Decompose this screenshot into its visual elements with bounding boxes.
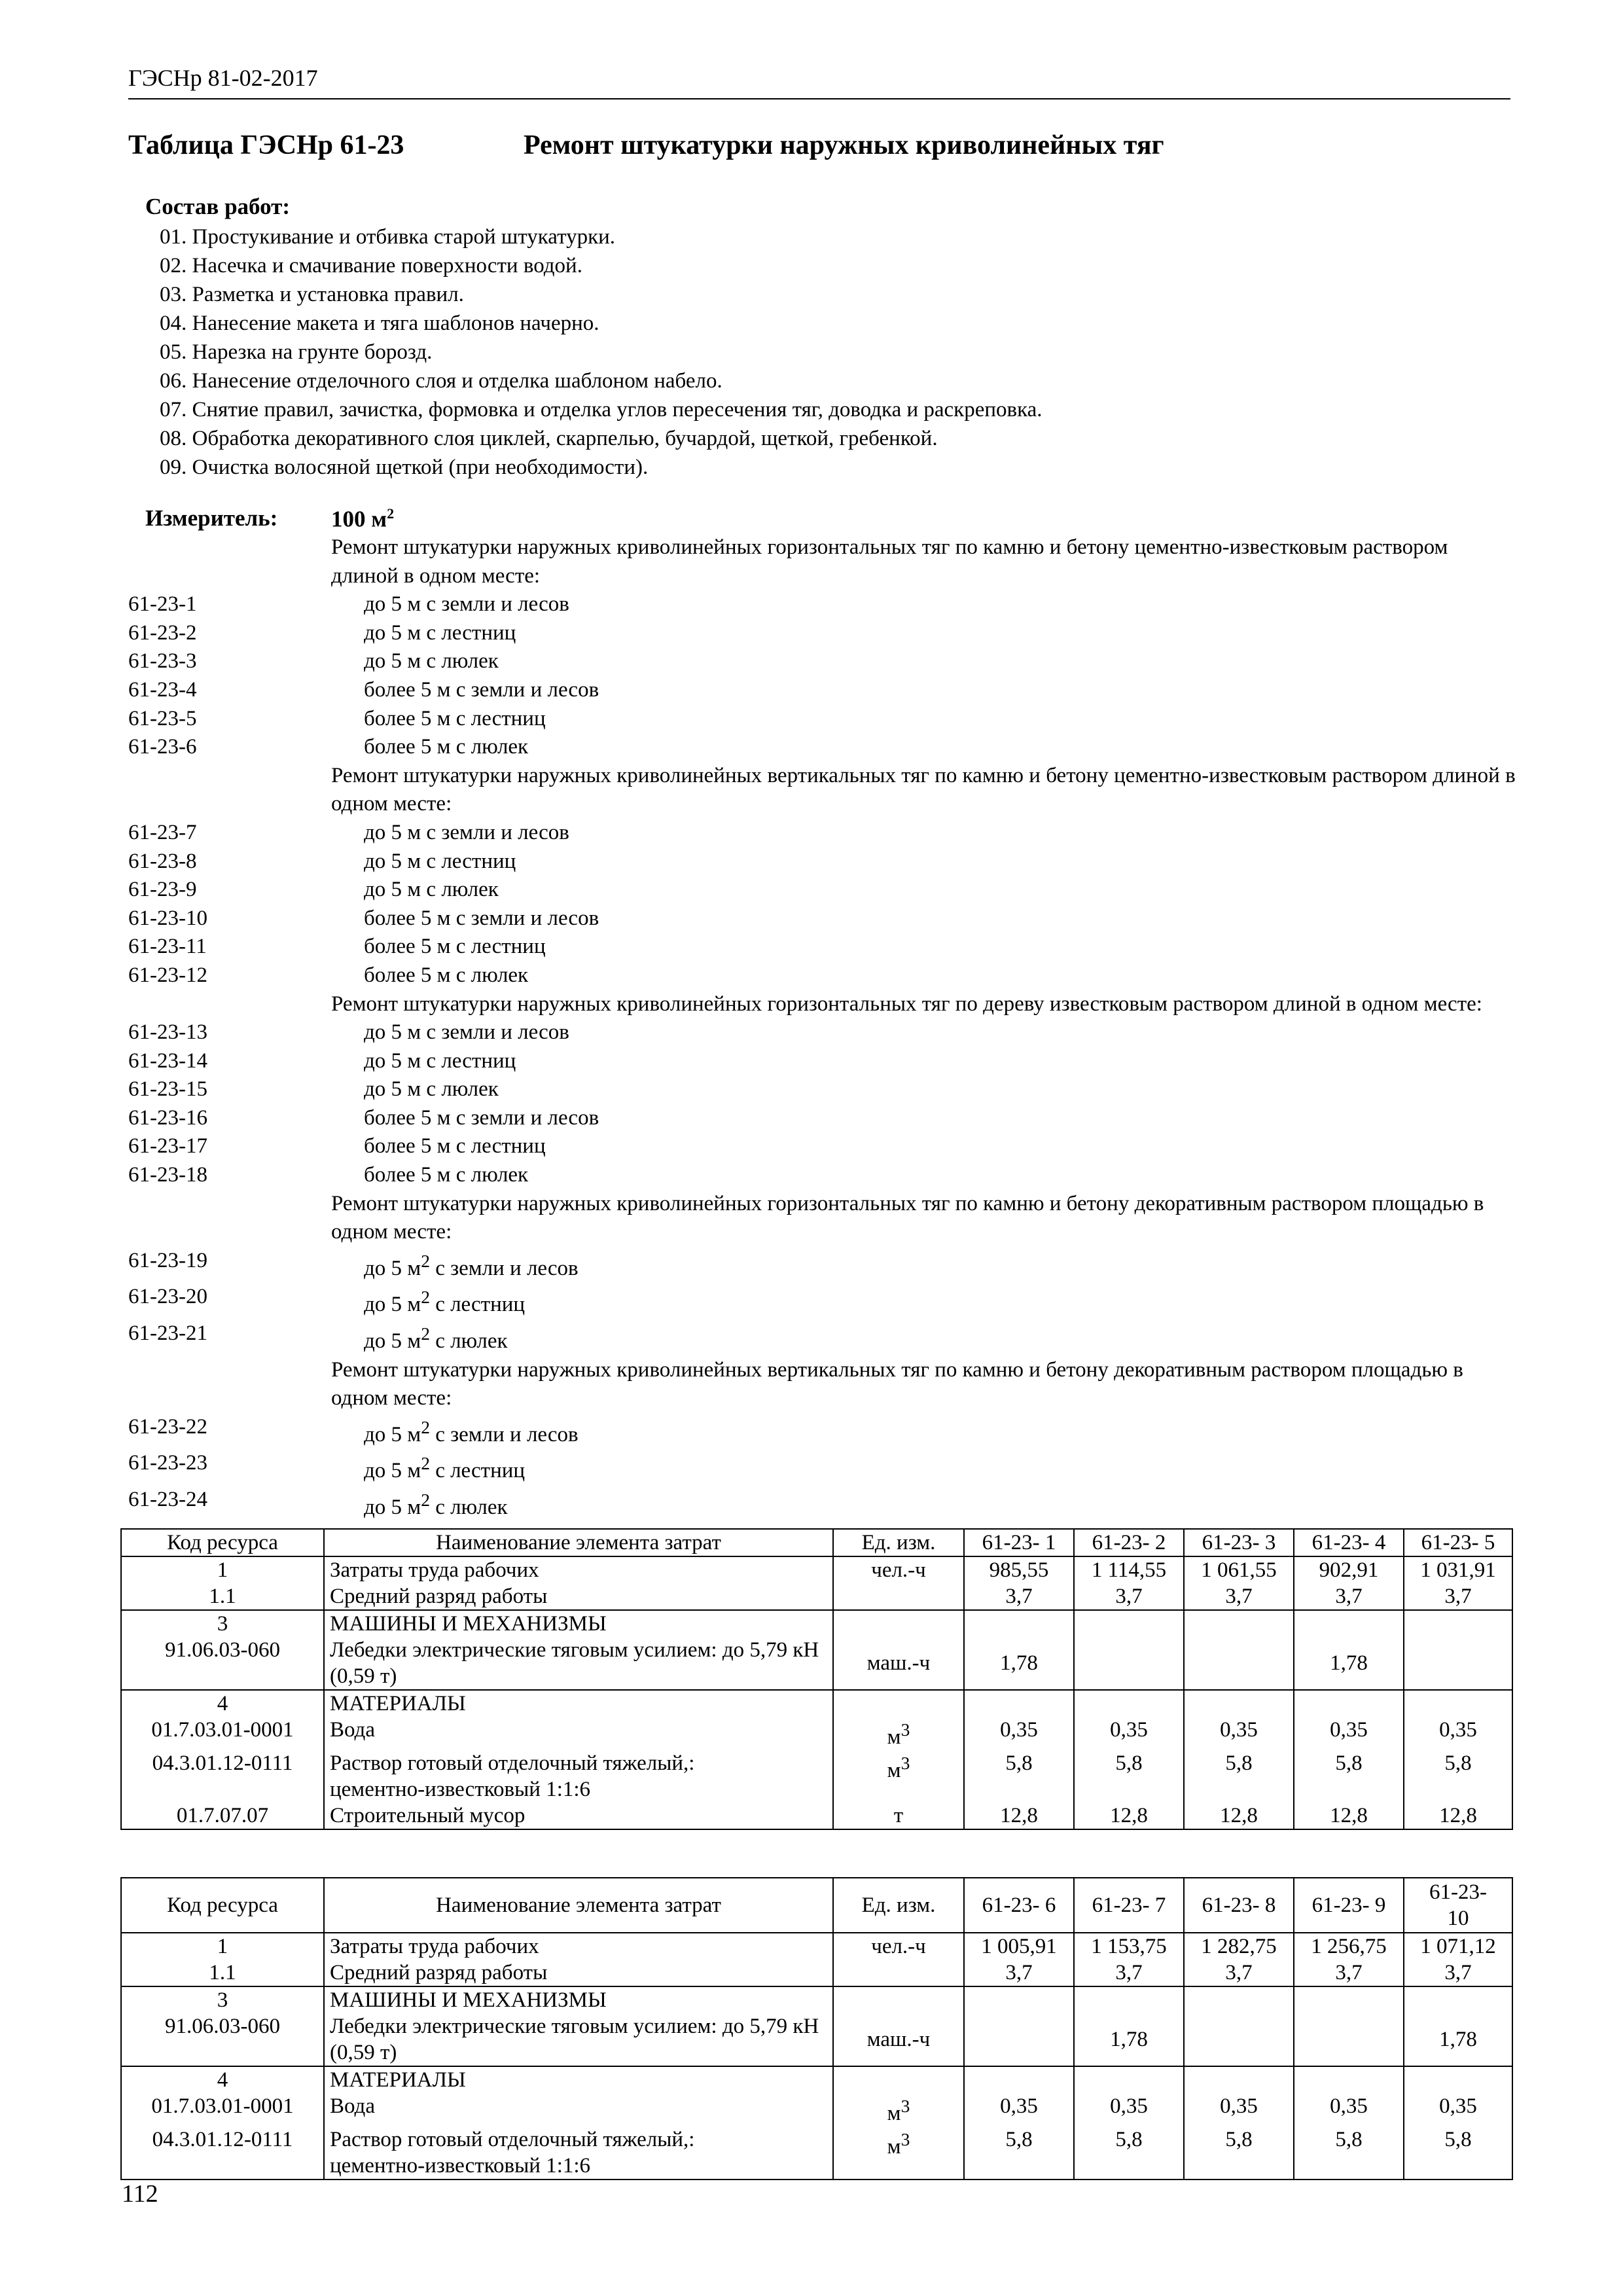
unit-sup: 3 [901,1719,910,1740]
unit-sup: 3 [901,1753,910,1773]
cell-value: 985,55 [964,1556,1074,1583]
position-text: более 5 м с земли и лесов [364,677,599,702]
table-row [121,1960,1512,1986]
cell-value [1184,1986,1294,2013]
position-code: 61-23-18 [128,1163,207,1187]
position-text: более 5 м с люлек [364,1163,529,1187]
cell-value: 1 256,75 [1294,1933,1404,1960]
col-header-position: 61-23- 10 [1404,1878,1512,1933]
work-item: 09. Очистка волосяной щеткой (при необходимости). [160,456,649,479]
position-row [128,1104,1516,1133]
position-code: 61-23-6 [128,735,197,759]
position-text [364,1283,1516,1319]
position-text-sup: 2 [421,1490,430,1510]
cell-name [324,2126,833,2179]
work-item: 06. Нанесение отделочного слоя и отделка шаблоном набело. [160,369,722,393]
cell-code: 04.3.01.12-0111 [121,1750,324,1803]
works-list [160,223,1043,482]
cell-value: 12,8 [964,1803,1074,1829]
cell-value [1074,1637,1184,1690]
unit-sup: 3 [901,2129,910,2149]
position-text: до 5 м с люлек [364,649,499,673]
cell-name: Лебедки электрические тяговым усилием: до 5,79 кН (0,59 т) [324,2013,833,2066]
cell-unit [833,1690,964,1717]
position-text: более 5 м с люлек [364,963,529,987]
cell-value [964,2013,1074,2066]
cell-value [1294,1690,1404,1717]
table-header-row [121,1529,1512,1556]
cell-value [1404,1610,1512,1637]
position-code: 61-23-10 [128,906,207,930]
cell-value: 5,8 [1404,1750,1512,1803]
cell-value: 3,7 [1074,1583,1184,1610]
cell-value: 3,7 [1404,1583,1512,1610]
cell-unit: маш.-ч [833,2013,964,2066]
work-item: 01. Простукивание и отбивка старой штукатурки. [160,225,616,249]
cell-value [964,1610,1074,1637]
unit-text: м [887,2135,901,2159]
cell-name: МАТЕРИАЛЫ [324,2066,833,2093]
position-row [128,961,1516,990]
cell-unit [833,2126,964,2179]
position-text [364,1486,1516,1522]
cell-unit [833,1986,964,2013]
cell-unit [833,1750,964,1803]
table-header-row [121,1878,1512,1933]
position-code: 61-23-9 [128,878,197,902]
cell-name: Вода [324,1717,833,1750]
group-heading [128,533,1516,590]
cell-unit [833,1583,964,1610]
position-text-post: с земли и лесов [429,1422,579,1446]
cell-name-line: цементно-известковый 1:1:6 [330,1778,591,1801]
cell-value [1294,2013,1404,2066]
table-row [121,2126,1512,2179]
cell-value: 5,8 [1404,2126,1512,2179]
position-row [128,1247,1516,1283]
position-code: 61-23-5 [128,706,197,730]
cell-code: 91.06.03-060 [121,1637,324,1690]
cell-name: Строительный мусор [324,1803,833,1829]
cell-value [1294,1986,1404,2013]
cell-value: 0,35 [1184,1717,1294,1750]
position-row [128,590,1516,619]
position-row [128,1319,1516,1356]
cell-name-line: Раствор готовый отделочный тяжелый,: [330,1751,695,1775]
position-code: 61-23-11 [128,935,207,959]
cell-value: 0,35 [1294,1717,1404,1750]
table-row [121,1933,1512,1960]
cell-value: 3,7 [1184,1583,1294,1610]
resource-table-1 [120,1528,1513,1830]
position-code: 61-23-23 [128,1451,207,1475]
work-item: 02. Насечка и смачивание поверхности водой. [160,254,582,278]
table-id: Таблица ГЭСНр 61-23 [128,130,404,160]
cell-code: 4 [121,1690,324,1717]
cell-value [1294,2066,1404,2093]
cell-value: 1 282,75 [1184,1933,1294,1960]
cell-value: 0,35 [1184,2093,1294,2126]
cell-value: 5,8 [1074,1750,1184,1803]
group-text: Ремонт штукатурки наружных криволинейных горизонтальных тяг по камню и бетону декоративным раствором площадью в одном месте: [331,1191,1484,1244]
cell-value: 5,8 [1184,2126,1294,2179]
cell-value: 3,7 [1294,1583,1404,1610]
position-row [128,1161,1516,1190]
position-row [128,933,1516,961]
meter-unit-sup: 2 [387,505,395,522]
work-item: 08. Обработка декоративного слоя циклей, скарпелью, бучардой, щеткой, гребенкой. [160,427,938,450]
cell-unit [833,1960,964,1986]
cell-value [1074,1690,1184,1717]
position-row [128,647,1516,676]
position-text-pre: до 5 м [364,1496,421,1519]
cell-value: 1 071,12 [1404,1933,1512,1960]
meter-unit: 100 м [331,506,387,532]
col-header-code: Код ресурса [121,1529,324,1556]
cell-value: 0,35 [964,2093,1074,2126]
cell-value: 12,8 [1184,1803,1294,1829]
cell-unit [833,2066,964,2093]
cell-value: 5,8 [1184,1750,1294,1803]
table-row [121,1717,1512,1750]
table-row [121,2093,1512,2126]
position-code: 61-23-13 [128,1020,207,1045]
col-header-name: Наименование элемента затрат [324,1529,833,1556]
cell-value [964,1986,1074,2013]
cell-code: 01.7.03.01-0001 [121,1717,324,1750]
cell-code: 3 [121,1986,324,2013]
table-row [121,2013,1512,2066]
cell-value: 5,8 [1294,1750,1404,1803]
position-row [128,819,1516,848]
cell-value: 5,8 [1294,2126,1404,2179]
cell-name: Затраты труда рабочих [324,1933,833,1960]
header-rule [128,98,1510,99]
table-row [121,1750,1512,1803]
group-heading [128,1190,1516,1247]
position-text-post: с люлек [429,1329,508,1354]
cell-code: 1 [121,1933,324,1960]
position-row [128,1449,1516,1486]
col-header-position: 61-23- 6 [964,1878,1074,1933]
position-code: 61-23-16 [128,1105,207,1130]
col-header-unit: Ед. изм. [833,1878,964,1933]
cell-value: 0,35 [1294,2093,1404,2126]
position-text: до 5 м с земли и лесов [364,820,569,844]
cell-unit: чел.-ч [833,1933,964,1960]
cell-value [1404,1986,1512,2013]
cell-value [1074,2066,1184,2093]
col-header-unit: Ед. изм. [833,1529,964,1556]
table-row [121,1803,1512,1829]
table-row [121,1986,1512,2013]
work-item: 07. Снятие правил, зачистка, формовка и отделка углов пересечения тяг, доводка и раскреповка. [160,398,1043,422]
cell-value: 1,78 [964,1637,1074,1690]
cell-value: 1,78 [1074,2013,1184,2066]
meter-label: Измеритель: [145,505,278,531]
position-text: более 5 м с лестниц [364,706,546,730]
cell-value: 5,8 [1074,2126,1184,2179]
position-text: до 5 м с люлек [364,878,499,902]
position-text: до 5 м с люлек [364,1077,499,1102]
position-code: 61-23-7 [128,820,197,844]
cell-name: Затраты труда рабочих [324,1556,833,1583]
position-text-pre: до 5 м [364,1422,421,1446]
table-row [121,1690,1512,1717]
position-row [128,1018,1516,1047]
cell-value: 5,8 [964,2126,1074,2179]
position-text: более 5 м с земли и лесов [364,906,599,930]
cell-value [1184,1637,1294,1690]
cell-value: 0,35 [1074,1717,1184,1750]
position-row [128,1283,1516,1319]
position-text [364,1319,1516,1356]
position-code: 61-23-24 [128,1488,207,1511]
cell-value [1294,1610,1404,1637]
cell-value: 1,78 [1404,2013,1512,2066]
cell-value: 1,78 [1294,1637,1404,1690]
position-text-pre: до 5 м [364,1459,421,1483]
table-row [121,1610,1512,1637]
cell-code: 3 [121,1610,324,1637]
cell-name: МАШИНЫ И МЕХАНИЗМЫ [324,1610,833,1637]
col-header-position: 61-23- 7 [1074,1878,1184,1933]
position-row [128,1132,1516,1161]
document-code: ГЭСНр 81-02-2017 [128,65,318,91]
col-header-position: 61-23- 1 [964,1529,1074,1556]
group-text: Ремонт штукатурки наружных криволинейных горизонтальных тяг по камню и бетону цементно-известковым раствором длиной в одном месте: [331,535,1448,588]
position-code: 61-23-22 [128,1414,207,1439]
position-text-post: с земли и лесов [429,1256,579,1280]
position-text [364,1413,1516,1450]
col-header-code: Код ресурса [121,1878,324,1933]
position-text: более 5 м с земли и лесов [364,1105,599,1130]
group-text: Ремонт штукатурки наружных криволинейных вертикальных тяг по камню и бетону декоративным раствором площадью в одном месте: [331,1357,1463,1410]
position-text: более 5 м с люлек [364,735,529,759]
cell-value [1404,1637,1512,1690]
position-row [128,705,1516,734]
position-code: 61-23-12 [128,963,207,987]
cell-value: 3,7 [1184,1960,1294,1986]
cell-value [964,1690,1074,1717]
cell-code: 91.06.03-060 [121,2013,324,2066]
position-code: 61-23-21 [128,1321,207,1346]
unit-text: м [887,1759,901,1782]
position-code: 61-23-3 [128,649,197,673]
position-row [128,1413,1516,1450]
cell-code: 04.3.01.12-0111 [121,2126,324,2179]
cell-value: 3,7 [1074,1960,1184,1986]
cell-unit [833,1610,964,1637]
meter-value [331,505,394,533]
cell-value [1184,2013,1294,2066]
cell-value: 0,35 [1404,2093,1512,2126]
position-text: более 5 м с лестниц [364,1134,546,1158]
col-header-position: 61-23- 9 [1294,1878,1404,1933]
position-text-pre: до 5 м [364,1256,421,1280]
cell-value: 902,91 [1294,1556,1404,1583]
cell-value: 3,7 [1404,1960,1512,1986]
position-text-post: с люлек [429,1496,508,1519]
cell-value: 1 005,91 [964,1933,1074,1960]
position-text-sup: 2 [421,1453,430,1474]
table-row [121,1583,1512,1610]
position-text [364,1449,1516,1486]
cell-unit: чел.-ч [833,1556,964,1583]
unit-text: м [887,1725,901,1749]
position-row [128,1486,1516,1522]
position-code: 61-23-1 [128,592,197,617]
cell-value: 3,7 [964,1583,1074,1610]
works-heading: Состав работ: [145,194,290,219]
cell-value: 1 031,91 [1404,1556,1512,1583]
position-row [128,876,1516,905]
position-text-pre: до 5 м [364,1293,421,1317]
cell-value [1184,1610,1294,1637]
col-header-position: 61-23- 2 [1074,1529,1184,1556]
group-text: Ремонт штукатурки наружных криволинейных вертикальных тяг по камню и бетону цементно-известковым раствором длиной в одном месте: [331,763,1516,816]
table-row [121,2066,1512,2093]
cell-value: 0,35 [1404,1717,1512,1750]
cell-unit: т [833,1803,964,1829]
position-row [128,733,1516,762]
position-text [364,1247,1516,1283]
position-text: до 5 м с лестниц [364,849,516,873]
position-text-post: с лестниц [429,1293,526,1317]
cell-name-line: Раствор готовый отделочный тяжелый,: [330,2128,695,2151]
cell-name: МАШИНЫ И МЕХАНИЗМЫ [324,1986,833,2013]
position-code: 61-23-19 [128,1248,207,1272]
resource-table-2 [120,1877,1513,2180]
cell-value: 3,7 [1294,1960,1404,1986]
cell-value: 1 061,55 [1184,1556,1294,1583]
position-row [128,1075,1516,1104]
position-row [128,905,1516,933]
cell-value [1074,1986,1184,2013]
position-row [128,1047,1516,1076]
cell-value [1404,1690,1512,1717]
position-row [128,619,1516,648]
group-text: Ремонт штукатурки наружных криволинейных горизонтальных тяг по дереву известковым раствором длиной в одном месте: [331,992,1482,1016]
table-title: Ремонт штукатурки наружных криволинейных тяг [524,130,1164,160]
position-text: до 5 м с земли и лесов [364,592,569,617]
cell-name-line: цементно-известковый 1:1:6 [330,2154,591,2178]
col-header-position: 61-23- 3 [1184,1529,1294,1556]
cell-value [1184,1690,1294,1717]
cell-name: Средний разряд работы [324,1583,833,1610]
cell-code: 4 [121,2066,324,2093]
col-header-position: 61-23- 4 [1294,1529,1404,1556]
table-row [121,1637,1512,1690]
work-item: 03. Разметка и установка правил. [160,283,464,306]
position-code: 61-23-20 [128,1285,207,1309]
work-item: 04. Нанесение макета и тяга шаблонов начерно. [160,312,599,335]
cell-unit: маш.-ч [833,1637,964,1690]
cell-value: 3,7 [964,1960,1074,1986]
cell-code: 01.7.03.01-0001 [121,2093,324,2126]
position-text-sup: 2 [421,1323,430,1344]
position-text-post: с лестниц [429,1459,526,1483]
group-heading [128,990,1516,1019]
cell-name: МАТЕРИАЛЫ [324,1690,833,1717]
cell-value: 5,8 [964,1750,1074,1803]
cell-name [324,1750,833,1803]
col-header-name: Наименование элемента затрат [324,1878,833,1933]
col-header-position: 61-23- 5 [1404,1529,1512,1556]
work-item: 05. Нарезка на грунте борозд. [160,340,433,364]
cell-value: 12,8 [1294,1803,1404,1829]
cell-code: 01.7.07.07 [121,1803,324,1829]
positions-list [128,533,1516,1522]
cell-code: 1 [121,1556,324,1583]
unit-text: м [887,2102,901,2125]
group-heading [128,1356,1516,1413]
cell-value [964,2066,1074,2093]
position-code: 61-23-15 [128,1077,207,1102]
position-text: до 5 м с лестниц [364,620,516,645]
position-row [128,676,1516,705]
position-row [128,848,1516,876]
cell-code: 1.1 [121,1960,324,1986]
cell-code: 1.1 [121,1583,324,1610]
cell-value: 1 114,55 [1074,1556,1184,1583]
group-heading [128,762,1516,819]
cell-value: 0,35 [1074,2093,1184,2126]
position-text-pre: до 5 м [364,1329,421,1354]
cell-value: 12,8 [1404,1803,1512,1829]
unit-sup: 3 [901,2096,910,2116]
cell-value: 1 153,75 [1074,1933,1184,1960]
cell-name: Лебедки электрические тяговым усилием: до 5,79 кН (0,59 т) [324,1637,833,1690]
position-text: более 5 м с лестниц [364,935,546,959]
position-text-sup: 2 [421,1250,430,1271]
table-row [121,1556,1512,1583]
position-code: 61-23-17 [128,1134,207,1158]
cell-value [1404,2066,1512,2093]
cell-name: Вода [324,2093,833,2126]
cell-value: 12,8 [1074,1803,1184,1829]
position-text-sup: 2 [421,1416,430,1437]
cell-name: Средний разряд работы [324,1960,833,1986]
cell-value: 0,35 [964,1717,1074,1750]
page-number: 112 [122,2180,158,2208]
position-text: до 5 м с земли и лесов [364,1020,569,1045]
position-text: до 5 м с лестниц [364,1049,516,1073]
col-header-position: 61-23- 8 [1184,1878,1294,1933]
cell-value [1074,1610,1184,1637]
cell-unit [833,2093,964,2126]
cell-unit [833,1717,964,1750]
position-code: 61-23-2 [128,620,197,645]
position-code: 61-23-8 [128,849,197,873]
cell-value [1184,2066,1294,2093]
position-text-sup: 2 [421,1287,430,1308]
position-code: 61-23-4 [128,677,197,702]
position-code: 61-23-14 [128,1049,207,1073]
